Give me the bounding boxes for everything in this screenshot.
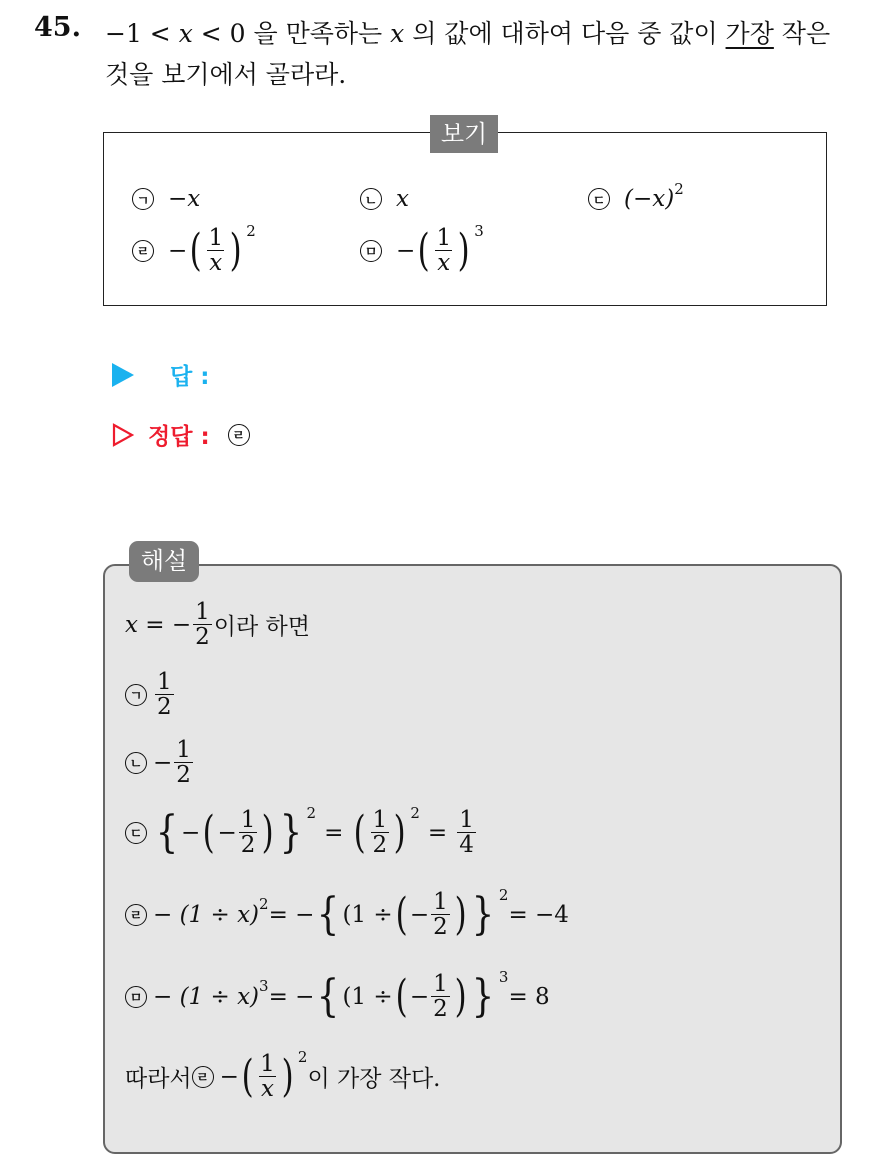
fraction: $\frac{1}{x}$ <box>208 225 224 277</box>
solution-tag: 해설 <box>129 541 199 582</box>
circled-mark: ㄷ <box>588 188 610 210</box>
circled-mark: ㅁ <box>125 986 147 1008</box>
answer-label: 답 : <box>170 364 210 390</box>
answer-row <box>112 358 209 391</box>
circled-mark: ㄱ <box>132 188 154 210</box>
bogi-item-1: ㄱ −x <box>132 186 200 212</box>
solution-line-5: ㄹ − (1 ÷ x) 2 = − { (1 ÷ ( − $\frac{1}{2}$ ) } 2 = −4 <box>125 890 569 939</box>
circled-mark: ㄹ <box>132 240 154 262</box>
bogi-item-4: ㄹ − ( $\frac{1}{x}$ ) 2 <box>132 226 256 275</box>
bogi-item-5: ㅁ − ( $\frac{1}{x}$ ) 3 <box>360 226 484 275</box>
circled-mark: ㄴ <box>125 752 147 774</box>
circled-mark: ㄱ <box>125 684 147 706</box>
bogi-item-2: ㄴ x <box>360 186 409 212</box>
play-filled-icon <box>112 363 134 387</box>
solution-line-2: ㄱ $\frac{1}{2}$ <box>125 670 176 719</box>
circled-mark: ㄹ <box>228 424 250 446</box>
underlined-word: 가장 <box>725 19 774 48</box>
solution-line-6: ㅁ − (1 ÷ x) 3 = − { (1 ÷ ( − $\frac{1}{2}$ ) } 3 = 8 <box>125 972 550 1021</box>
solution-line-3: ㄴ − $\frac{1}{2}$ <box>125 738 195 787</box>
circled-mark: ㄷ <box>125 822 147 844</box>
bogi-item-3: ㄷ (−x) 2 <box>588 186 684 212</box>
circled-mark: ㅁ <box>360 240 382 262</box>
question-line-2: 것을 보기에서 골라라. <box>105 60 347 89</box>
play-outline-icon <box>112 423 134 447</box>
circled-mark: ㄹ <box>125 904 147 926</box>
bogi-box <box>103 132 827 306</box>
solution-line-4: ㄷ { − ( − $\frac{1}{2}$ ) } 2 = ( $\frac{1}{2}$ ) 2 = $\frac{1}{4}$ <box>125 808 478 857</box>
question-line-1: −1 < x < 0 을 만족하는 x 의 값에 대하여 다음 중 값이 가장 작은 <box>105 19 831 48</box>
circled-mark: ㄴ <box>360 188 382 210</box>
question-number: 45. <box>34 12 81 43</box>
fraction: $\frac{1}{x}$ <box>436 225 452 277</box>
solution-line-7: 따라서 ㄹ − ( $\frac{1}{x}$ ) 2 이 가장 작다. <box>125 1047 441 1103</box>
correct-answer-label: 정답 : <box>148 424 210 450</box>
bogi-tag: 보기 <box>430 115 498 153</box>
correct-answer-row <box>112 418 264 451</box>
circled-mark: ㄹ <box>192 1066 214 1088</box>
solution-line-1: x = − $\frac{1}{2}$ 이라 하면 <box>125 599 310 651</box>
